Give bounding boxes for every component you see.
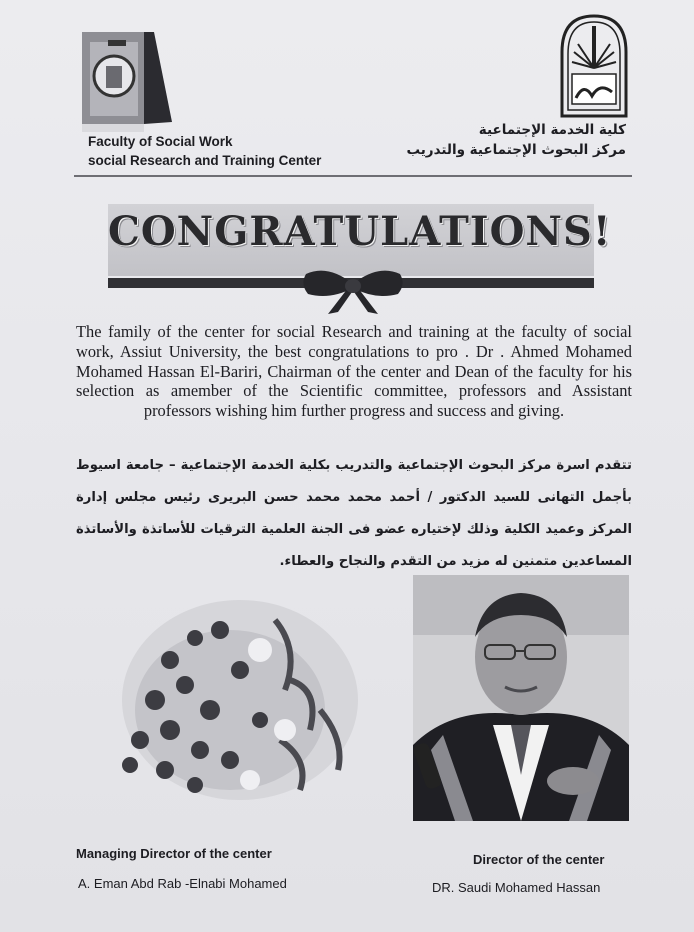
managing-director-name: A. Eman Abd Rab -Elnabi Mohamed	[78, 876, 287, 891]
header-arabic-center: مركز البحوث الإجتماعية والتدريب	[406, 142, 626, 158]
congratulations-banner	[108, 204, 612, 316]
banner-title: CONGRATULATIONS!	[108, 208, 612, 255]
center-logo-icon	[82, 32, 172, 132]
english-message: The family of the center for social Research and training at the faculty of social work, Assiut University, the best congratulations to pro . Dr . Ahmed Mohamed Mohamed Hassan El-Bariri, Chairman of the center and Dean of the faculty for his selection as amember of the Scientific committee, professors and Assistant professors wishing him further progress and success and giving.	[76, 322, 632, 421]
ribbon-bow-icon	[298, 266, 408, 316]
director-name: DR. Saudi Mohamed Hassan	[432, 880, 601, 895]
director-title: Director of the center	[473, 852, 605, 867]
header-divider	[74, 175, 632, 177]
header-arabic	[406, 120, 626, 160]
arabic-message: تتقدم اسرة مركز البحوث الإجتماعية والتدريب بكلية الخدمة الإجتماعية – جامعة اسيوط بأجمل التهانى للسيد الدكتور / أحمد محمد محمد حسن البريرى رئيس مجلس إدارة المركز وعميد الكلية وذلك لإختياره عضو فى الجنة العلمية الترقيات للأساتذة والأساتذة المساعدين متمنين له مزيد من التقدم والنجاح والعطاء.	[76, 458, 632, 569]
header-arabic-faculty: كلية الخدمة الإجتماعية	[478, 122, 626, 138]
portrait-photo-icon	[413, 575, 629, 821]
header-faculty-name: Faculty of Social Work	[88, 134, 233, 149]
assiut-university-seal-icon	[558, 12, 630, 120]
header-center-name: social Research and Training Center	[88, 153, 322, 168]
managing-director-title: Managing Director of the center	[76, 846, 272, 861]
header-english	[88, 132, 321, 170]
flower-bouquet-icon	[110, 590, 360, 805]
